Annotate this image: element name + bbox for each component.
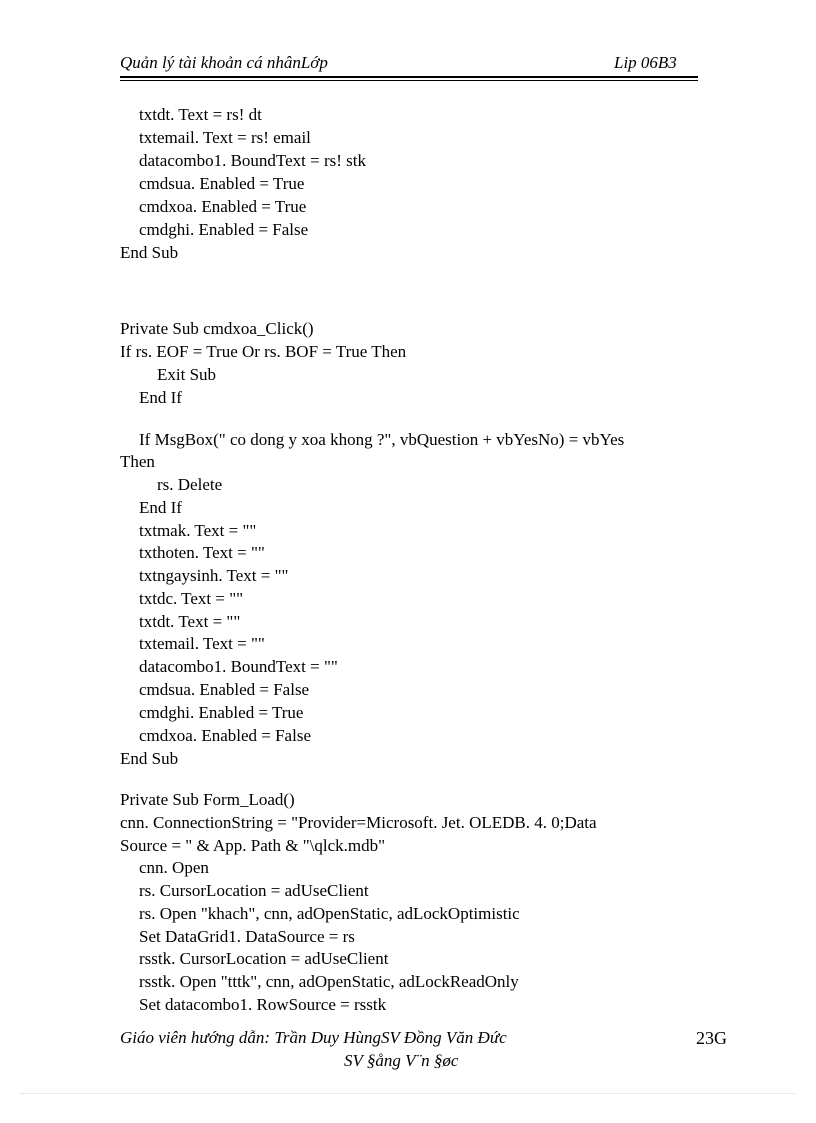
code-line: Private Sub Form_Load() bbox=[120, 790, 295, 809]
code-line: cmdsua. Enabled = True bbox=[139, 174, 305, 193]
code-line: rs. CursorLocation = adUseClient bbox=[139, 881, 369, 900]
code-line: cmdxoa. Enabled = True bbox=[139, 197, 307, 216]
code-line: Source = " & App. Path & "\qlck.mdb" bbox=[120, 836, 386, 855]
page-number: 23G bbox=[696, 1028, 727, 1048]
code-line: Then bbox=[120, 452, 155, 471]
code-line: rs. Open "khach", cnn, adOpenStatic, adLockOptimistic bbox=[139, 904, 520, 923]
code-line: End Sub bbox=[120, 749, 179, 768]
code-line: End Sub bbox=[120, 243, 179, 262]
code-line: If MsgBox(" co dong y xoa khong ?", vbQuestion + vbYesNo) = vbYes bbox=[139, 430, 625, 449]
code-line: Private Sub cmdxoa_Click() bbox=[120, 319, 314, 338]
code-line: datacombo1. BoundText = rs! stk bbox=[139, 151, 367, 170]
code-line: End If bbox=[139, 498, 182, 517]
footer-student: SV §ång V¨n §øc bbox=[344, 1051, 459, 1070]
code-line: txtemail. Text = rs! email bbox=[139, 128, 311, 147]
code-line: cmdsua. Enabled = False bbox=[139, 680, 310, 699]
page-bottom-border bbox=[20, 1093, 796, 1094]
code-line: Exit Sub bbox=[157, 365, 217, 384]
code-line: txtdt. Text = rs! dt bbox=[139, 105, 262, 124]
code-line: cnn. ConnectionString = "Provider=Microsoft. Jet. OLEDB. 4. 0;Data bbox=[120, 813, 597, 832]
page-header-class: Lip 06B3 bbox=[614, 53, 677, 72]
code-line: txtmak. Text = "" bbox=[139, 521, 257, 540]
code-line: cmdghi. Enabled = True bbox=[139, 703, 304, 722]
code-line: rsstk. CursorLocation = adUseClient bbox=[139, 949, 389, 968]
code-line: cmdghi. Enabled = False bbox=[139, 220, 309, 239]
code-line: End If bbox=[139, 388, 182, 407]
page-header-title: Quản lý tài khoản cá nhânLớp bbox=[120, 53, 328, 72]
code-line: If rs. EOF = True Or rs. BOF = True Then bbox=[120, 342, 407, 361]
code-line: cmdxoa. Enabled = False bbox=[139, 726, 311, 745]
header-rule-thin bbox=[120, 80, 698, 81]
code-line: rsstk. Open "tttk", cnn, adOpenStatic, adLockReadOnly bbox=[139, 972, 519, 991]
code-line: txtngaysinh. Text = "" bbox=[139, 566, 289, 585]
code-line: txthoten. Text = "" bbox=[139, 543, 265, 562]
footer-instructor: Giáo viên hướng dẫn: Trần Duy HùngSV Đồng Văn Đức bbox=[120, 1028, 507, 1047]
code-line: datacombo1. BoundText = "" bbox=[139, 657, 338, 676]
code-line: Set datacombo1. RowSource = rsstk bbox=[139, 995, 387, 1014]
code-line: cnn. Open bbox=[139, 858, 209, 877]
code-line: Set DataGrid1. DataSource = rs bbox=[139, 927, 355, 946]
header-rule-thick bbox=[120, 76, 698, 78]
code-line: txtemail. Text = "" bbox=[139, 634, 265, 653]
code-line: rs. Delete bbox=[157, 475, 223, 494]
code-line: txtdt. Text = "" bbox=[139, 612, 241, 631]
code-line: txtdc. Text = "" bbox=[139, 589, 244, 608]
